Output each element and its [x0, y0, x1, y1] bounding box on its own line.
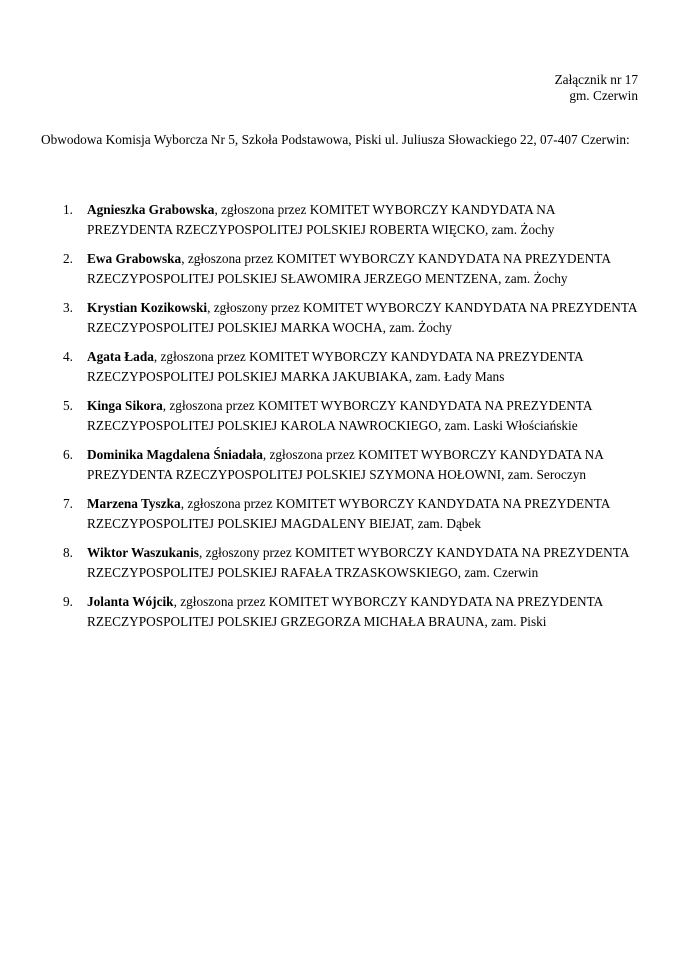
list-item: [41, 445, 641, 485]
municipality-label: gm. Czerwin: [569, 88, 638, 103]
item-number: 4.: [63, 349, 73, 364]
item-number: 1.: [63, 202, 73, 217]
list-item: [41, 396, 641, 436]
candidate-name: Kinga Sikora: [87, 398, 163, 413]
item-number: 5.: [63, 398, 73, 413]
document-header: [555, 72, 638, 104]
candidate-details: , zgłoszony przez KOMITET WYBORCZY KANDYDATA NA PREZYDENTA RZECZYPOSPOLITEJ POLSKIEJ MARKA WOCHA, zam. Żochy: [87, 300, 637, 335]
list-item: [41, 494, 641, 534]
candidate-details: , zgłoszona przez KOMITET WYBORCZY KANDYDATA NA PREZYDENTA RZECZYPOSPOLITEJ POLSKIEJ GRZEGORZA MICHAŁA BRAUNA, zam. Piski: [87, 594, 603, 629]
candidate-name: Dominika Magdalena Śniadała: [87, 447, 263, 462]
item-number: 6.: [63, 447, 73, 462]
list-item: [41, 347, 641, 387]
candidate-name: Jolanta Wójcik: [87, 594, 174, 609]
candidate-details: , zgłoszona przez KOMITET WYBORCZY KANDYDATA NA PREZYDENTA RZECZYPOSPOLITEJ POLSKIEJ KAROLA NAWROCKIEGO, zam. Laski Włościańskie: [87, 398, 592, 433]
item-number: 7.: [63, 496, 73, 511]
candidate-name: Ewa Grabowska: [87, 251, 182, 266]
candidate-details: , zgłoszona przez KOMITET WYBORCZY KANDYDATA NA PREZYDENTA RZECZYPOSPOLITEJ POLSKIEJ MAGDALENY BIEJAT, zam. Dąbek: [87, 496, 610, 531]
candidate-name: Krystian Kozikowski: [87, 300, 208, 315]
candidate-name: Wiktor Waszukanis: [87, 545, 199, 560]
item-number: 8.: [63, 545, 73, 560]
candidate-details: , zgłoszona przez KOMITET WYBORCZY KANDYDATA NA PREZYDENTA RZECZYPOSPOLITEJ POLSKIEJ SZYMONA HOŁOWNI, zam. Seroczyn: [87, 447, 604, 482]
item-number: 3.: [63, 300, 73, 315]
candidate-name: Marzena Tyszka: [87, 496, 181, 511]
list-item: [41, 249, 641, 289]
list-item: [41, 592, 641, 632]
candidate-details: , zgłoszona przez KOMITET WYBORCZY KANDYDATA NA PREZYDENTA RZECZYPOSPOLITEJ POLSKIEJ SŁAWOMIRA JERZEGO MENTZENA, zam. Żochy: [87, 251, 611, 286]
attachment-label: Załącznik nr 17: [554, 72, 638, 87]
candidate-list: [41, 200, 641, 641]
item-number: 2.: [63, 251, 73, 266]
candidate-details: , zgłoszony przez KOMITET WYBORCZY KANDYDATA NA PREZYDENTA RZECZYPOSPOLITEJ POLSKIEJ RAFAŁA TRZASKOWSKIEGO, zam. Czerwin: [87, 545, 629, 580]
item-number: 9.: [63, 594, 73, 609]
commission-heading: Obwodowa Komisja Wyborcza Nr 5, Szkoła Podstawowa, Piski ul. Juliusza Słowackiego 22, 07-407 Czerwin:: [41, 132, 630, 147]
candidate-name: Agata Łada: [87, 349, 154, 364]
list-item: [41, 298, 641, 338]
candidate-details: , zgłoszona przez KOMITET WYBORCZY KANDYDATA NA PREZYDENTA RZECZYPOSPOLITEJ POLSKIEJ ROBERTA WIĘCKO, zam. Żochy: [87, 202, 555, 237]
candidate-name: Agnieszka Grabowska: [87, 202, 215, 217]
candidate-details: , zgłoszona przez KOMITET WYBORCZY KANDYDATA NA PREZYDENTA RZECZYPOSPOLITEJ POLSKIEJ MARKA JAKUBIAKA, zam. Łady Mans: [87, 349, 583, 384]
list-item: [41, 200, 641, 240]
list-item: [41, 543, 641, 583]
